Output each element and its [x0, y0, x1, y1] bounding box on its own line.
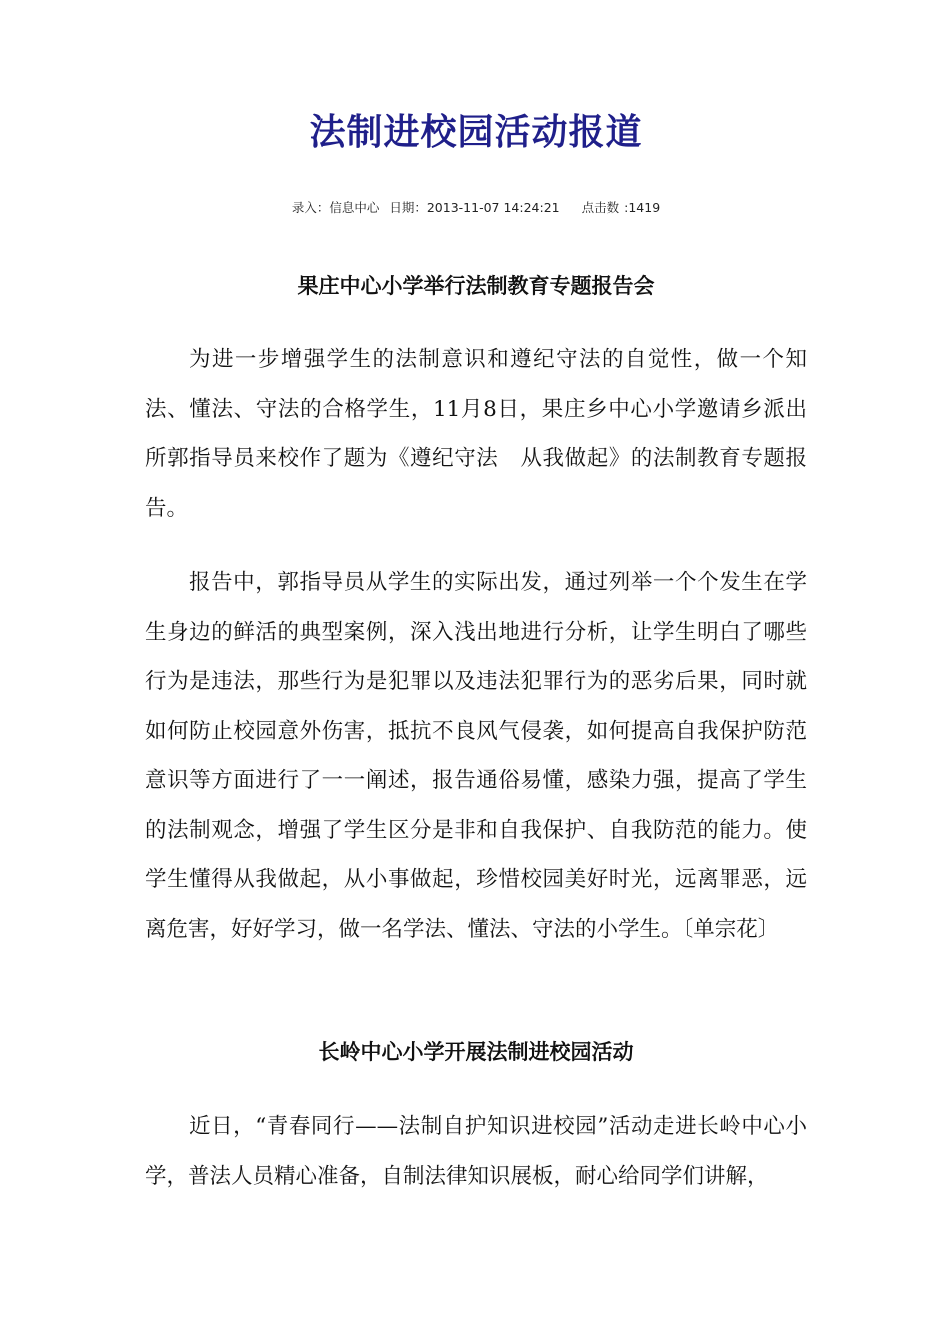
- section-heading-1: 果庄中心小学举行法制教育专题报告会: [297, 273, 655, 298]
- editor-value: 信息中心: [329, 200, 380, 215]
- clicks-value: :1419: [624, 200, 661, 215]
- section1-paragraph-2: 报告中，郭指导员从学生的实际出发，通过列举一个个发生在学生身边的鲜活的典型案例，深入浅出地进行分析，让学生明白了哪些行为是违法，那些行为是犯罪以及违法犯罪行为的恶劣后果，同时就如何防止校园意外伤害，抵抗不良风气侵袭，如何提高自我保护防范意识等方面进行了一一阐述，报告通俗易懂，感染力强，提高了学生的法制观念，增强了学生区分是非和自我保护、自我防范的能力。使学生懂得从我做起，从小事做起，珍惜校园美好时光，远离罪恶，远离危害，好好学习，做一名学法、懂法、守法的小学生。〔单宗花〕: [145, 570, 807, 942]
- editor-label: 录入：: [291, 200, 330, 215]
- section2-paragraph-1: 近日，“青春同行——法制自护知识进校园”活动走进长岭中心小学，普法人员精心准备，自制法律知识展板，耐心给同学们讲解，: [145, 1114, 807, 1189]
- page-title: 法制进校园活动报道: [309, 111, 643, 153]
- clicks-label: 点击数: [581, 200, 620, 215]
- date-value: 2013-11-07 14:24:21: [426, 200, 560, 215]
- section-heading-2: 长岭中心小学开展法制进校园活动: [318, 1039, 634, 1064]
- date-label: 日期：: [389, 200, 427, 215]
- article-meta: [145, 198, 807, 218]
- document-page: [145, 0, 807, 1344]
- section1-paragraph-1: 为进一步增强学生的法制意识和遵纪守法的自觉性，做一个知法、懂法、守法的合格学生，11月8日，果庄乡中心小学邀请乡派出所郭指导员来校作了题为《遵纪守法 从我做起》的法制教育专题报告。: [145, 347, 807, 521]
